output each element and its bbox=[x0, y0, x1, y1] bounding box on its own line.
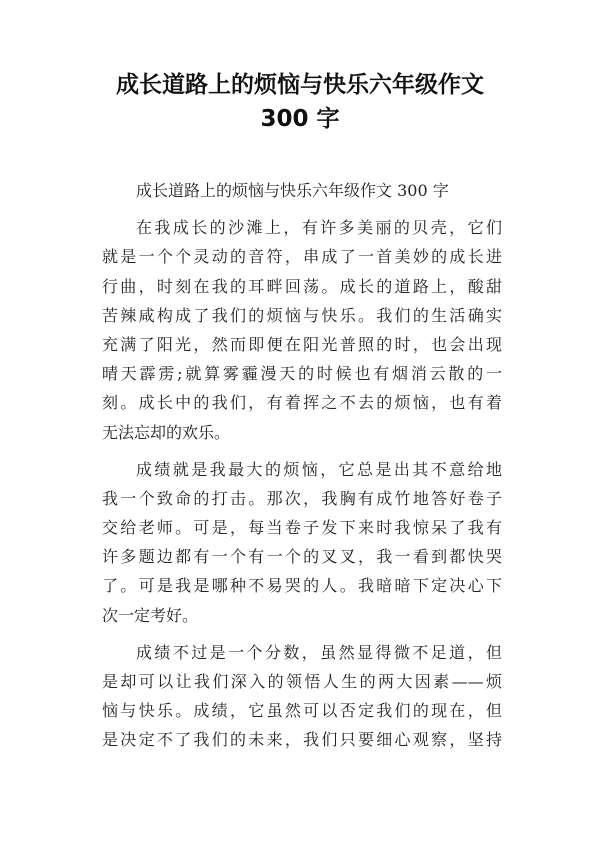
text-line: 就是一个个灵动的音符，串成了一首美妙的成长进 bbox=[102, 247, 502, 267]
paragraph bbox=[102, 638, 502, 755]
document-body bbox=[102, 176, 502, 755]
title-line-1: 成长道路上的烦恼与快乐六年级作文 bbox=[116, 72, 484, 98]
text-line: 成长道路上的烦恼与快乐六年级作文 300 字 bbox=[136, 181, 449, 200]
text-line: 交给老师。可是，每当卷子发下来时我惊呆了我有 bbox=[102, 518, 502, 538]
page-title bbox=[0, 68, 600, 136]
title-line-2: 300 字 bbox=[260, 106, 340, 132]
text-line: 成绩不过是一个分数，虽然显得微不足道，但 bbox=[136, 642, 502, 662]
text-line: 许多题边都有一个有一个的叉叉，我一看到都快哭 bbox=[102, 547, 502, 567]
subtitle-paragraph bbox=[102, 176, 502, 205]
text-line: 在我成长的沙滩上，有许多美丽的贝壳，它们 bbox=[136, 218, 502, 238]
text-line: 成绩就是我最大的烦恼，它总是出其不意给地 bbox=[136, 459, 502, 479]
text-line: 苦辣咸构成了我们的烦恼与快乐。我们的生活确实 bbox=[102, 305, 502, 325]
text-line: 了。可是我是哪种不易哭的人。我暗暗下定决心下 bbox=[102, 576, 502, 596]
text-line: 无法忘却的欢乐。 bbox=[102, 422, 231, 442]
text-line: 刻。成长中的我们，有着挥之不去的烦恼，也有着 bbox=[102, 393, 502, 413]
paragraph bbox=[102, 455, 502, 630]
text-line: 充满了阳光，然而即便在阳光普照的时，也会出现 bbox=[102, 334, 502, 354]
paragraph bbox=[102, 213, 502, 447]
text-line: 行曲，时刻在我的耳畔回荡。成长的道路上，酸甜 bbox=[102, 276, 502, 296]
text-line: 次一定考好。 bbox=[102, 605, 199, 625]
text-line: 是却可以让我们深入的领悟人生的两大因素——烦 bbox=[102, 672, 502, 691]
text-line: 我一个致命的打击。那次，我胸有成竹地答好卷子 bbox=[102, 488, 502, 508]
text-line: 晴天霹雳;就算雾霾漫天的时候也有烟消云散的一 bbox=[102, 364, 502, 384]
text-line: 是决定不了我们的未来，我们只要细心观察，坚持 bbox=[102, 730, 502, 750]
text-line: 恼与快乐。成绩，它虽然可以否定我们的现在，但 bbox=[102, 701, 502, 721]
